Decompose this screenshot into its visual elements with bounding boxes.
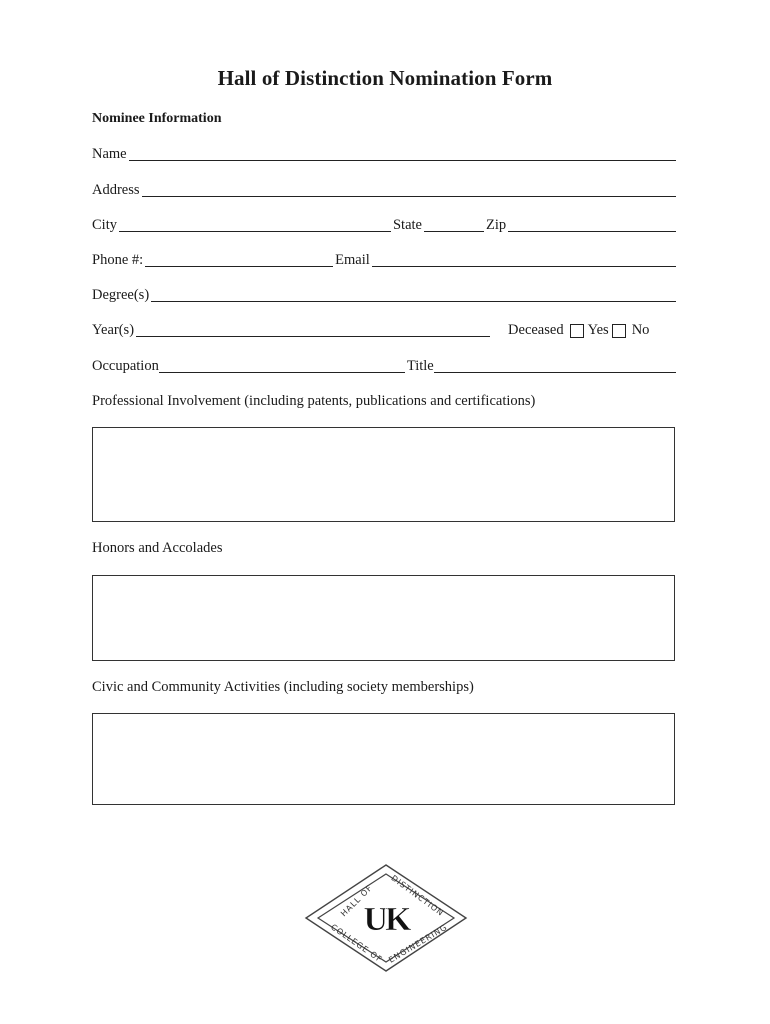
zip-label: Zip [485,217,507,233]
name-label: Name [92,146,127,162]
hall-of-distinction-logo [303,862,469,974]
section-heading-nominee-information: Nominee Information [92,111,222,126]
name-row [92,145,678,163]
city-label: City [92,217,117,233]
logo-uk-mark: UK [363,901,409,938]
phone-field[interactable] [145,252,333,267]
city-state-zip-row [92,216,678,234]
address-label: Address [92,182,140,198]
civic-activities-label: Civic and Community Activities (including society memberships) [92,679,474,695]
years-deceased-row [92,321,678,339]
title-field[interactable] [434,358,676,373]
deceased-yes-label: Yes [587,322,609,338]
email-label: Email [335,252,370,268]
logo-hall-of-text: HALL OF [339,883,375,919]
name-field[interactable] [129,146,676,161]
degrees-row [92,286,678,304]
years-field[interactable] [136,322,490,337]
occupation-title-row [92,357,678,375]
phone-email-row [92,251,678,269]
professional-involvement-textarea[interactable] [92,427,675,522]
deceased-no-label: No [631,322,650,338]
logo-distinction-text: DISTINCTION [389,873,446,919]
form-title: Hall of Distinction Nomination Form [217,66,553,90]
years-label: Year(s) [92,322,135,338]
zip-field[interactable] [508,217,676,232]
logo-engineering-text: ENGINEERING [387,922,450,965]
civic-activities-textarea[interactable] [92,713,675,805]
degrees-label: Degree(s) [92,287,150,303]
title-label: Title [406,358,434,374]
occupation-label: Occupation [92,358,159,374]
degrees-field[interactable] [151,287,676,302]
honors-accolades-textarea[interactable] [92,575,675,661]
logo-college-of-text: COLLEGE OF [329,922,385,965]
deceased-label: Deceased [508,322,564,338]
state-label: State [392,217,422,233]
honors-accolades-label: Honors and Accolades [92,540,223,556]
address-field[interactable] [142,182,676,197]
occupation-field[interactable] [159,358,405,373]
deceased-no-checkbox[interactable] [612,324,626,338]
email-field[interactable] [372,252,676,267]
deceased-yes-checkbox[interactable] [570,324,584,338]
city-field[interactable] [119,217,391,232]
phone-label: Phone #: [92,252,144,268]
state-field[interactable] [424,217,484,232]
address-row [92,181,678,199]
professional-involvement-label: Professional Involvement (including patents, publications and certifications) [92,393,536,409]
